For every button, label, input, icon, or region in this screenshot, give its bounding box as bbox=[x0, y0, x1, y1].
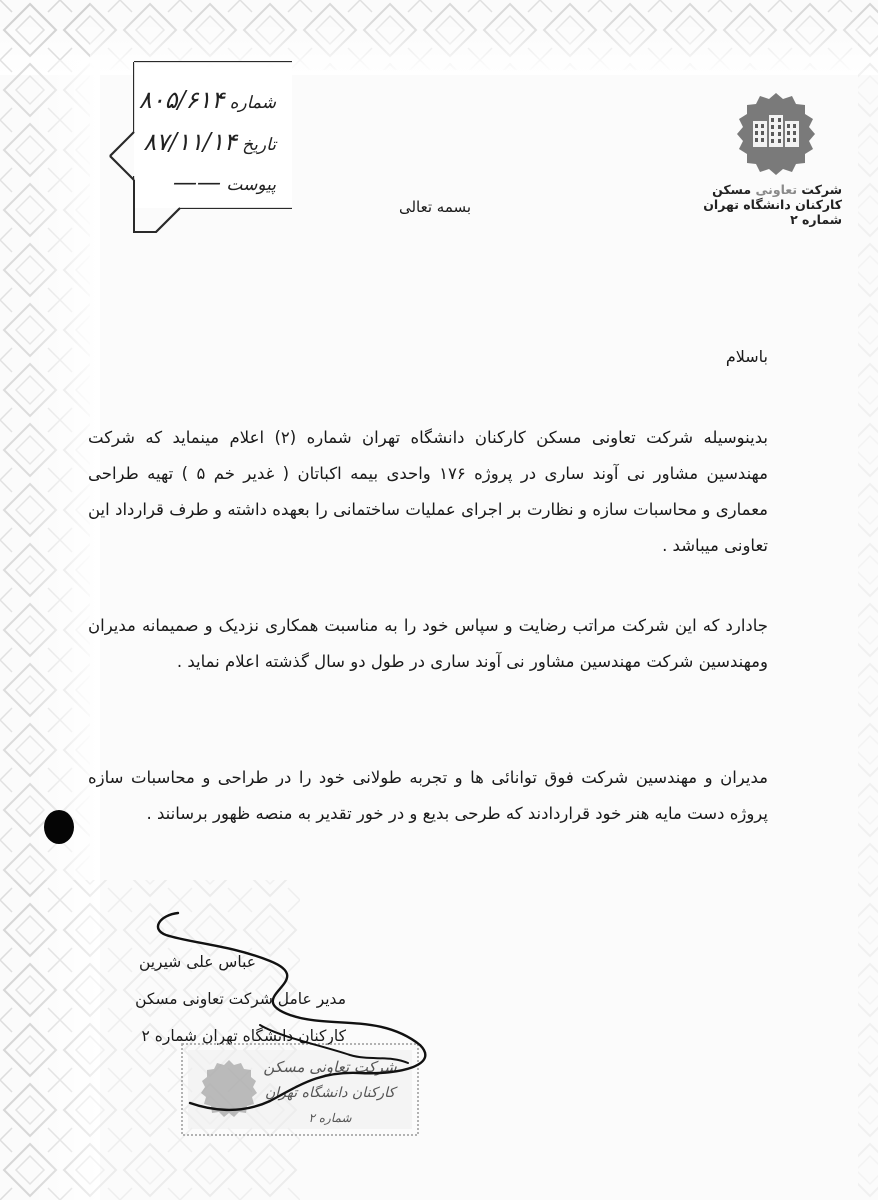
basmala-heading: بسمه تعالی bbox=[398, 198, 472, 216]
signatory-organization: کارکنان دانشگاه تهران شماره ۲ bbox=[141, 1027, 346, 1045]
stamp-text-line3: شماره ۲ bbox=[308, 1111, 352, 1125]
reference-box bbox=[104, 56, 294, 234]
paragraph-2-text: جادارد که این شرکت مراتب رضایت و سپاس خود را به مناسبت همکاری نزدیک و صمیمانه مدیران ومهندسین شرکت مهندسین مشاور نی آوند ساری در طول دو سال گذشته اعلام نماید . bbox=[88, 616, 768, 671]
reference-number-label: شماره bbox=[229, 93, 276, 113]
paragraph-1 bbox=[88, 420, 768, 564]
company-name-part2: مسکن bbox=[712, 182, 752, 197]
reference-number-value: ۸۰۵/۶۱۴ bbox=[138, 86, 225, 114]
paragraph-3 bbox=[88, 760, 768, 832]
company-name-line1 bbox=[703, 182, 842, 197]
company-logo-icon bbox=[733, 91, 819, 177]
paragraph-2 bbox=[88, 608, 768, 680]
reference-attachment bbox=[163, 168, 276, 196]
signatory-name: عباس علی شیرین bbox=[138, 953, 256, 971]
punch-hole-mark bbox=[44, 810, 74, 844]
handwritten-signature bbox=[120, 905, 440, 1125]
company-name-line2: کارکنان دانشگاه تهران bbox=[703, 197, 842, 212]
signatory-title: مدیر عامل شرکت تعاونی مسکن bbox=[135, 990, 346, 1008]
company-name-line3: شماره ۲ bbox=[790, 212, 842, 227]
reference-number bbox=[129, 86, 276, 114]
reference-date-label: تاریخ bbox=[242, 135, 276, 155]
company-name bbox=[703, 182, 842, 227]
stamp-text-line2: کارکنان دانشگاه تهران bbox=[264, 1085, 396, 1101]
company-name-part1: شرکت bbox=[801, 182, 842, 197]
paragraph-1-text: بدینوسیله شرکت تعاونی مسکن کارکنان دانشگاه تهران شماره (۲) اعلام مینماید که شرکت مهندسین مشاور نی آوند ساری در پروژه ۱۷۶ واحدی بیمه اکباتان ( غدیر خم ۵ ) تهیه طراحی معماری و محاسبات سازه و نظارت بر اجرای عملیات ساختمانی را بعهده داشته و طرف قرارداد این تعاونی میباشد . bbox=[88, 428, 768, 555]
reference-attachment-label: پیوست bbox=[226, 175, 276, 195]
stamp-text-line1: شرکت تعاونی مسکن bbox=[263, 1058, 397, 1076]
reference-date bbox=[133, 128, 276, 156]
company-name-accent: تعاونی bbox=[755, 182, 798, 197]
salutation: باسلام bbox=[725, 347, 768, 366]
reference-attachment-value: —— bbox=[173, 168, 221, 196]
reference-date-value: ۸۷/۱۱/۱۴ bbox=[143, 128, 237, 156]
paragraph-3-text: مدیران و مهندسین شرکت فوق توانائی ها و تجربه طولانی خود را در طراحی و محاسبات سازه پروژه دست مایه هنر خود قراردادند که طرحی بدیع و در خور تقدیر به منصه ظهور برسانند . bbox=[88, 768, 768, 823]
